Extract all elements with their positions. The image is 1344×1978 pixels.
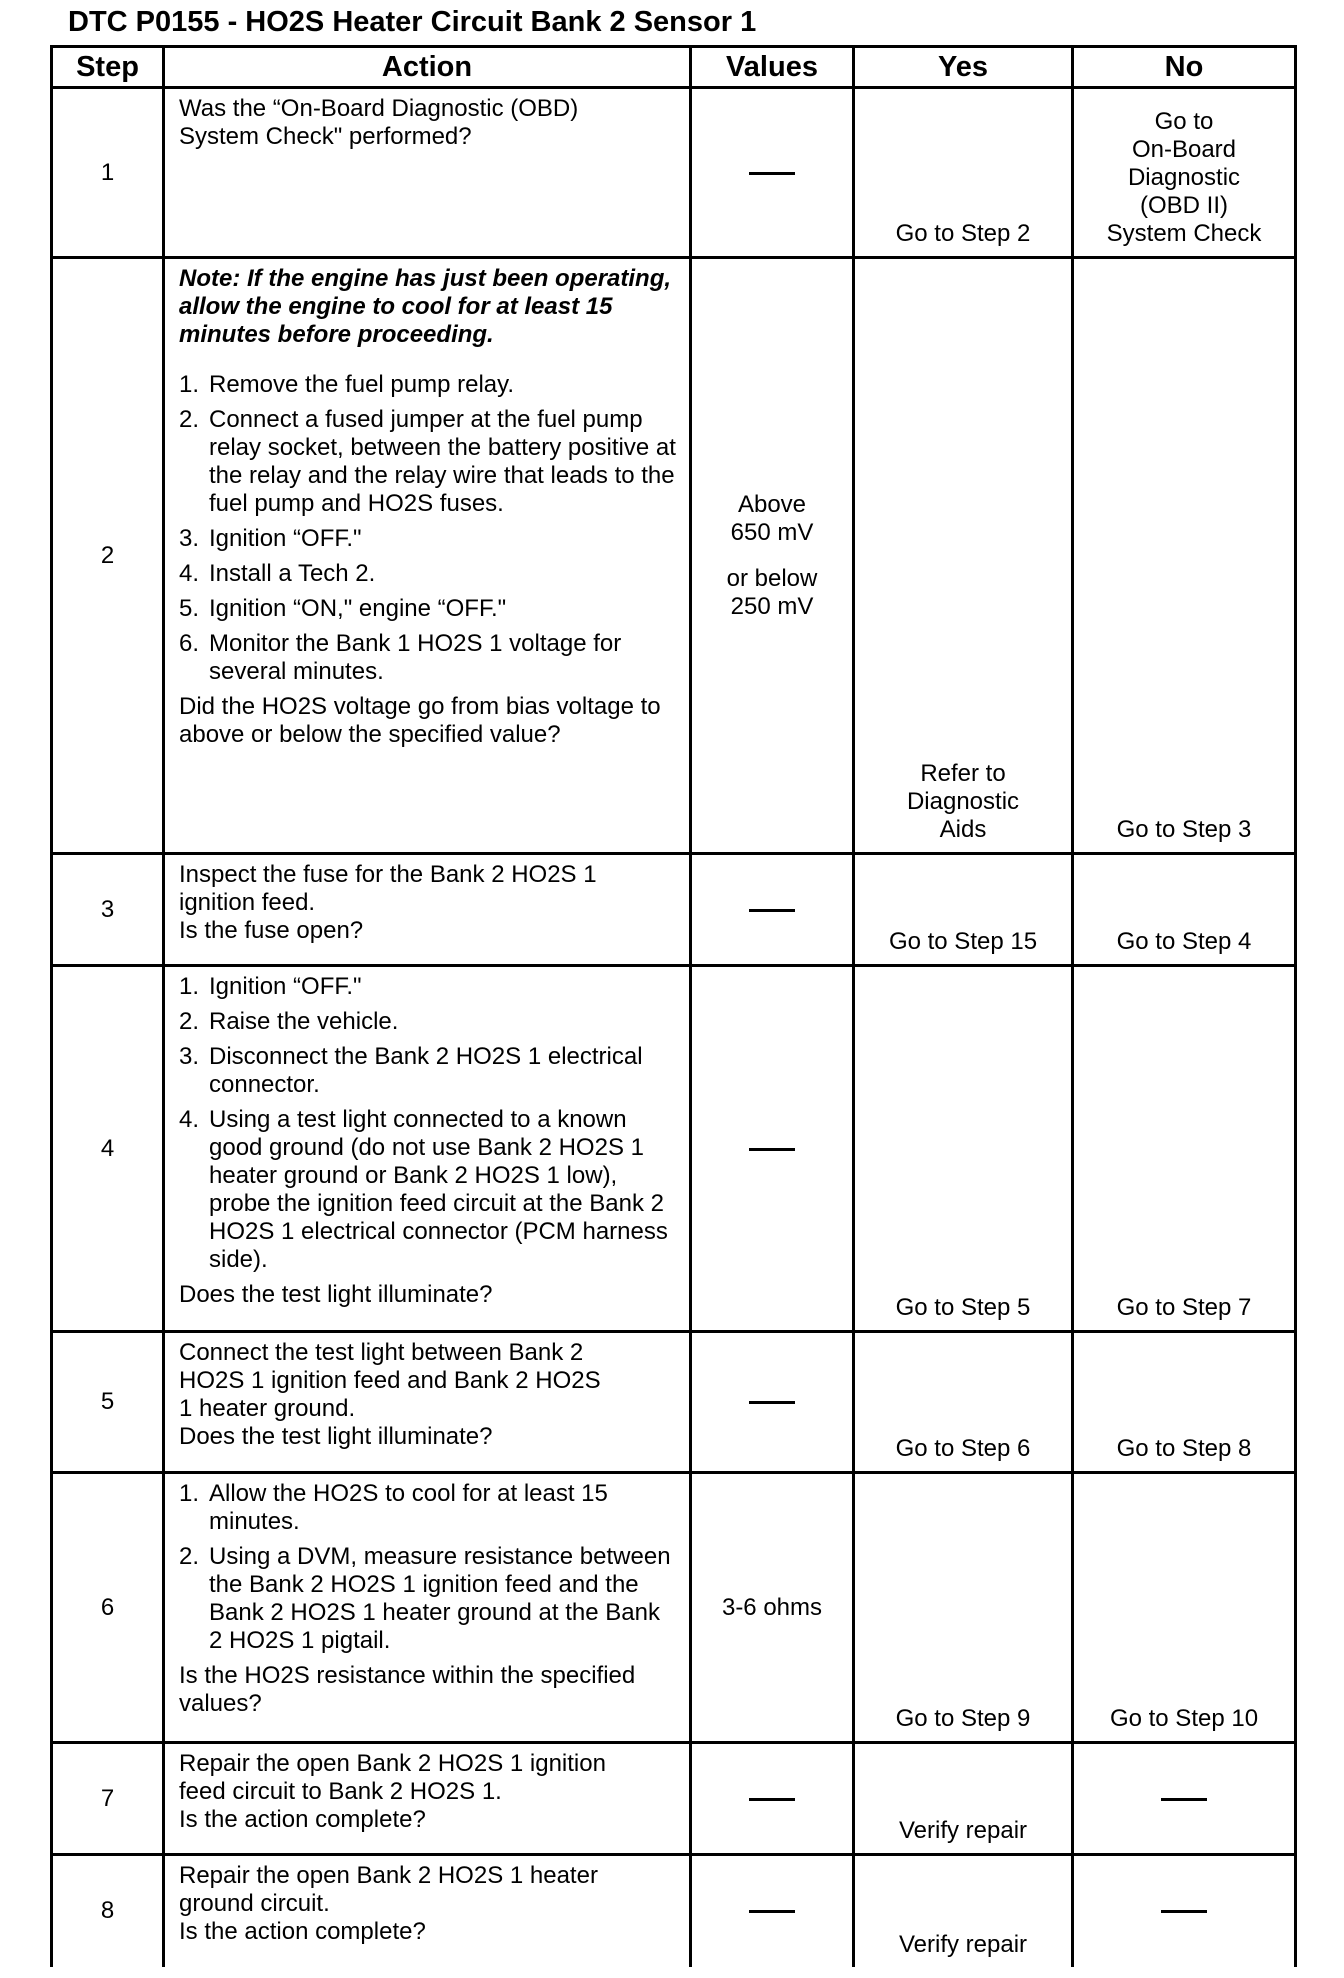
step-number: 4 xyxy=(52,966,164,1332)
list-item: 2. Raise the vehicle. xyxy=(179,1008,399,1035)
step-number: 2 xyxy=(52,258,164,854)
caution-note: Note: If the engine has just been operating, allow the engine to cool for at least 15 minutes before proceeding. xyxy=(179,265,672,348)
step-number: 8 xyxy=(52,1855,164,1967)
yes-line: Diagnostic xyxy=(906,788,1020,815)
action-line: 1 heater ground. xyxy=(179,1395,356,1422)
list-item: 4. Using a test light connected to a known good ground (do not use Bank 2 HO2S 1 heater ground or Bank 2 HO2S 1 low), probe the ignition feed circuit at the Bank 2 HO2S 1 electrical connector (PCM harness side). xyxy=(179,1106,668,1273)
action-line: Is the fuse open? xyxy=(179,917,364,944)
action-line: Was the “On-Board Diagnostic (OBD) xyxy=(179,95,579,122)
values-cell xyxy=(691,966,854,1332)
values-cell xyxy=(691,1743,854,1855)
yes-line: Refer to xyxy=(920,760,1006,787)
list-item: 1. Remove the fuel pump relay. xyxy=(179,371,515,398)
action-question: Did the HO2S voltage go from bias voltage to above or below the specified value? xyxy=(179,693,661,748)
yes-cell: Go to Step 15 xyxy=(854,854,1073,966)
dash-mark xyxy=(749,1798,795,1801)
list-item: 6. Monitor the Bank 1 HO2S 1 voltage for several minutes. xyxy=(179,630,622,685)
list-item: 2. Connect a fused jumper at the fuel pump relay socket, between the battery positive at the relay and the relay wire that leads to the fuel pump and HO2S fuses. xyxy=(179,406,676,517)
no-cell: Go to Step 10 xyxy=(1073,1473,1296,1743)
table-row xyxy=(52,1855,1296,1967)
action-cell xyxy=(164,88,691,258)
yes-cell: Go to Step 5 xyxy=(854,966,1073,1332)
no-line: System Check xyxy=(1106,220,1262,247)
action-cell xyxy=(164,1332,691,1473)
values-cell xyxy=(691,1332,854,1473)
table-row xyxy=(52,88,1296,258)
action-cell xyxy=(164,854,691,966)
values-cell xyxy=(691,258,854,854)
dash-mark xyxy=(749,172,795,175)
dash-mark xyxy=(749,1148,795,1151)
action-line: ignition feed. xyxy=(179,889,316,916)
action-cell xyxy=(164,1855,691,1967)
yes-cell: Go to Step 9 xyxy=(854,1473,1073,1743)
procedure-list xyxy=(179,1480,677,1655)
action-line: Is the action complete? xyxy=(179,1806,426,1833)
table-row xyxy=(52,1743,1296,1855)
no-line: (OBD II) xyxy=(1140,192,1228,219)
yes-line: Aids xyxy=(939,816,987,843)
no-cell: Go to Step 8 xyxy=(1073,1332,1296,1473)
procedure-list xyxy=(179,973,677,1274)
list-item: 2. Using a DVM, measure resistance between the Bank 2 HO2S 1 ignition feed and the Bank 2 HO2S 1 heater ground at the Bank 2 HO2S 1 pigtail. xyxy=(179,1543,671,1654)
value-line: 650 mV xyxy=(730,518,814,546)
action-line: Connect the test light between Bank 2 xyxy=(179,1339,584,1366)
dash-mark xyxy=(1161,1798,1207,1801)
action-cell xyxy=(164,1473,691,1743)
no-cell: Go to Step 7 xyxy=(1073,966,1296,1332)
action-line: Repair the open Bank 2 HO2S 1 heater xyxy=(179,1862,598,1889)
list-item: 3. Disconnect the Bank 2 HO2S 1 electrical connector. xyxy=(179,1043,643,1098)
no-cell: Go to Step 3 xyxy=(1073,258,1296,854)
procedure-list xyxy=(179,371,677,686)
action-line: ground circuit. xyxy=(179,1890,330,1917)
action-line: Inspect the fuse for the Bank 2 HO2S 1 xyxy=(179,861,597,888)
table-row xyxy=(52,258,1296,854)
action-line: System Check" performed? xyxy=(179,123,472,150)
dash-mark xyxy=(1161,1910,1207,1913)
value-line: or below xyxy=(726,564,818,592)
action-cell xyxy=(164,1743,691,1855)
action-line: HO2S 1 ignition feed and Bank 2 HO2S xyxy=(179,1367,601,1394)
action-cell xyxy=(164,258,691,854)
table-row xyxy=(52,966,1296,1332)
page-title: DTC P0155 - HO2S Heater Circuit Bank 2 Sensor 1 xyxy=(68,6,757,38)
action-cell xyxy=(164,966,691,1332)
value-line: 250 mV xyxy=(730,592,814,620)
list-item: 4. Install a Tech 2. xyxy=(179,560,376,587)
values-cell xyxy=(691,854,854,966)
step-number: 1 xyxy=(52,88,164,258)
header-action: Action xyxy=(164,47,691,88)
list-item: 5. Ignition “ON," engine “OFF." xyxy=(179,595,507,622)
no-cell xyxy=(1073,1855,1296,1967)
header-values: Values xyxy=(691,47,854,88)
action-line: feed circuit to Bank 2 HO2S 1. xyxy=(179,1778,502,1805)
yes-cell: Go to Step 6 xyxy=(854,1332,1073,1473)
step-number: 6 xyxy=(52,1473,164,1743)
step-number: 5 xyxy=(52,1332,164,1473)
header-step: Step xyxy=(52,47,164,88)
values-cell xyxy=(691,88,854,258)
action-line: Does the test light illuminate? xyxy=(179,1423,493,1450)
action-line: Repair the open Bank 2 HO2S 1 ignition xyxy=(179,1750,606,1777)
no-line: Diagnostic xyxy=(1127,164,1241,191)
action-question: Does the test light illuminate? xyxy=(179,1281,493,1308)
step-number: 7 xyxy=(52,1743,164,1855)
list-item: 1. Ignition “OFF." xyxy=(179,973,362,1000)
yes-cell: Verify repair xyxy=(854,1743,1073,1855)
no-line: Go to xyxy=(1154,108,1214,135)
yes-cell xyxy=(854,258,1073,854)
values-cell xyxy=(691,1855,854,1967)
no-line: On-Board xyxy=(1131,136,1237,163)
table-header-row xyxy=(52,47,1296,88)
table-row xyxy=(52,1332,1296,1473)
values-cell: 3-6 ohms xyxy=(691,1473,854,1743)
dash-mark xyxy=(749,1401,795,1404)
table-row xyxy=(52,1473,1296,1743)
yes-cell: Verify repair xyxy=(854,1855,1073,1967)
step-number: 3 xyxy=(52,854,164,966)
action-line: Is the action complete? xyxy=(179,1918,426,1945)
yes-cell: Go to Step 2 xyxy=(854,88,1073,258)
header-no: No xyxy=(1073,47,1296,88)
no-cell: Go to Step 4 xyxy=(1073,854,1296,966)
no-cell xyxy=(1073,88,1296,258)
list-item: 1. Allow the HO2S to cool for at least 15 minutes. xyxy=(179,1480,608,1535)
diagnostic-table xyxy=(50,45,1297,1967)
no-cell xyxy=(1073,1743,1296,1855)
header-yes: Yes xyxy=(854,47,1073,88)
value-line: Above xyxy=(737,490,807,518)
list-item: 3. Ignition “OFF." xyxy=(179,525,362,552)
dash-mark xyxy=(749,1910,795,1913)
dash-mark xyxy=(749,909,795,912)
action-question: Is the HO2S resistance within the specified values? xyxy=(179,1662,636,1717)
table-row xyxy=(52,854,1296,966)
